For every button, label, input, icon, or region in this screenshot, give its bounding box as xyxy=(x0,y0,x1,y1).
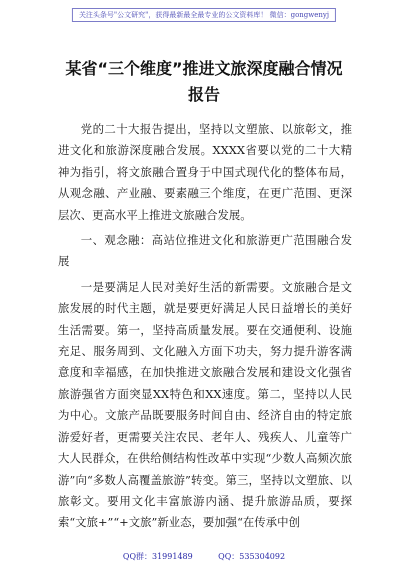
document-title xyxy=(30,56,378,108)
section-heading: 一、观念融：高站位推进文化和旅游更广范围融合发展 xyxy=(58,233,352,269)
footer-contact: QQ群：31991489 QQ：535304092 xyxy=(122,552,286,561)
intro-paragraph: 党的二十大报告提出，坚持以文塑旅、以旅彰文，推进文化和旅游深度融合发展。XXXX省要以党的二十大精神为指引，将文旅融合置身于中国式现代化的整体布局，从观念融、产业融、要素融三个维度，在更广范围、更深层次、更高水平上推进文旅融合发展。 xyxy=(58,122,352,222)
body-paragraph: 一是要满足人民对美好生活的新需要。文旅融合是文旅发展的时代主题，就是要更好满足人民日益增长的美好生活需要。第一，坚持高质量发展。要在交通便利、设施充足、服务周到、文化融入方面下功夫，努力提升游客满意度和幸福感，在加快推进文旅融合发展和建设文化强省旅游强省方面突显XX特色和XX速度。第二，坚持以人民为中心。文旅产品既要服务时间自由、经济自由的特定旅游爱好者，更需要关注农民、老年人、残疾人、儿童等广大人民群众，在供给侧结构性改革中实现“少数人高频次旅游”向“多数人高覆盖旅游”转变。第三，坚持以文塑旅、以旅彰文。要用文化丰富旅游内涵、提升旅游品质，要探索“文旅+”“+文旅”新业态，要加强“在传承中创 xyxy=(58,279,352,530)
document-body xyxy=(58,119,352,538)
header-banner: 关注头条号"公文研究"，获得最新最全最专业的公文资料库！ 微信：gongwenyj xyxy=(72,8,336,22)
title-line-1: 某省“三个维度”推进文旅深度融合情况 xyxy=(65,59,343,78)
title-line-2: 报告 xyxy=(187,85,220,104)
